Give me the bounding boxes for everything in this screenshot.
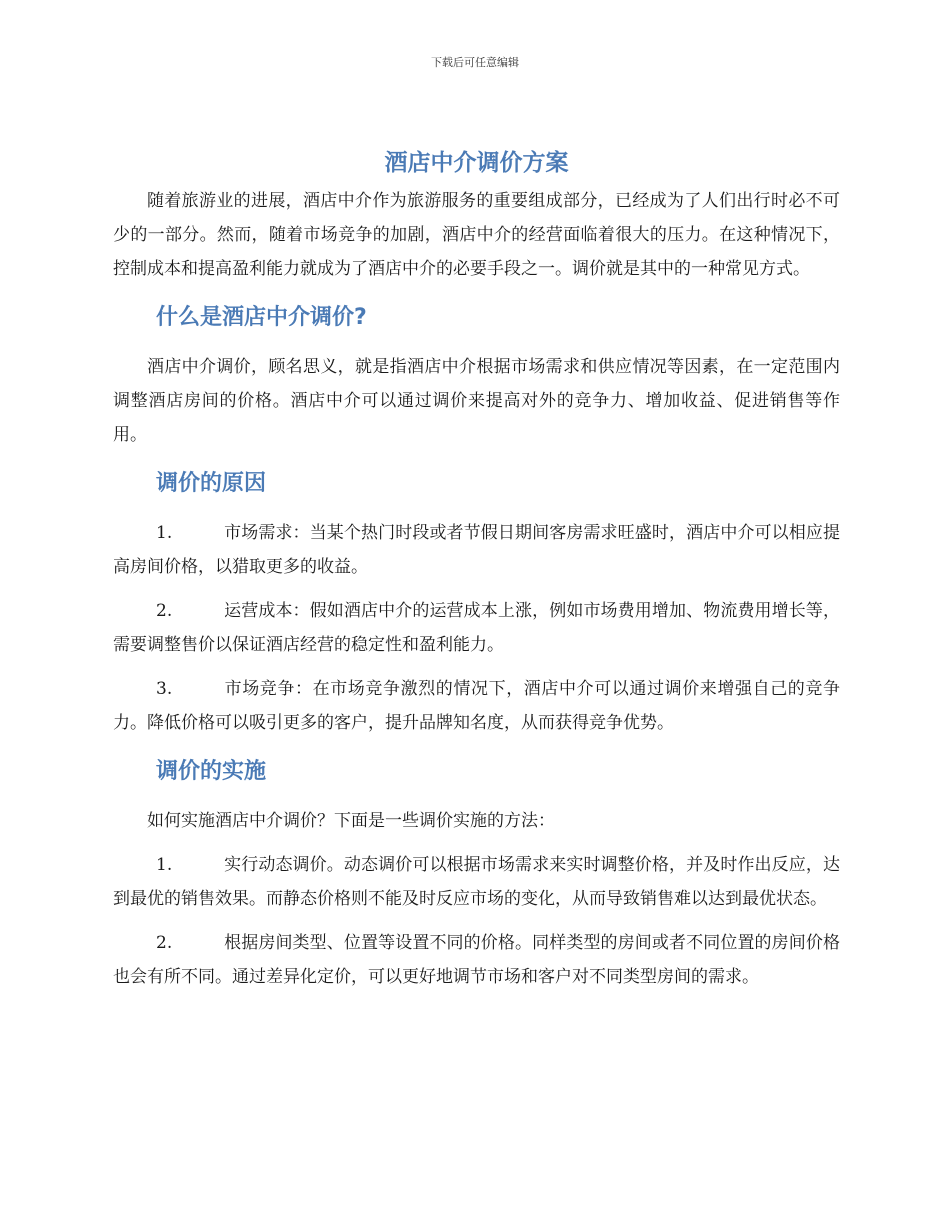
document-body — [113, 146, 840, 1004]
section-heading-what-is: 什么是酒店中介调价? — [156, 305, 367, 330]
list-item-number: 3. — [156, 679, 173, 699]
list-item-number: 1. — [156, 855, 173, 875]
list-item-text: 运营成本：假如酒店中介的运营成本上涨，例如市场费用增加、物流费用增长等，需要调整售价以保证酒店经营的稳定性和盈利能力。 — [113, 601, 840, 655]
list-item-number: 1. — [156, 523, 173, 543]
header-note: 下载后可任意编辑 — [431, 56, 519, 69]
list-item-text: 根据房间类型、位置等设置不同的价格。同样类型的房间或者不同位置的房间价格也会有所不同。通过差异化定价，可以更好地调节市场和客户对不同类型房间的需求。 — [113, 933, 840, 987]
list-item-text: 市场竞争：在市场竞争激烈的情况下，酒店中介可以通过调价来增强自己的竞争力。降低价格可以吸引更多的客户，提升品牌知名度，从而获得竞争优势。 — [113, 679, 840, 733]
intro-paragraph: 随着旅游业的进展，酒店中介作为旅游服务的重要组成部分，已经成为了人们出行时必不可少的一部分。然而，随着市场竞争的加剧，酒店中介的经营面临着很大的压力。在这种情况下，控制成本和提高盈利能力就成为了酒店中介的必要手段之一。调价就是其中的一种常见方式。 — [113, 191, 840, 279]
list-item — [113, 594, 840, 662]
list-item-text: 实行动态调价。动态调价可以根据市场需求来实时调整价格，并及时作出反应，达到最优的销售效果。而静态价格则不能及时反应市场的变化，从而导致销售难以达到最优状态。 — [113, 855, 840, 909]
document-title: 酒店中介调价方案 — [384, 150, 569, 176]
list-item — [113, 672, 840, 740]
list-item — [113, 516, 840, 584]
section-heading-implementation: 调价的实施 — [156, 759, 267, 784]
section-paragraph-what-is: 酒店中介调价，顾名思义，就是指酒店中介根据市场需求和供应情况等因素，在一定范围内调整酒店房间的价格。酒店中介可以通过调价来提高对外的竞争力、增加收益、促进销售等作用。 — [113, 357, 840, 445]
list-item-number: 2. — [156, 933, 173, 953]
list-item — [113, 926, 840, 994]
section-heading-reasons: 调价的原因 — [156, 471, 267, 496]
list-item — [113, 848, 840, 916]
list-item-number: 2. — [156, 601, 173, 621]
section-paragraph-implementation: 如何实施酒店中介调价？下面是一些调价实施的方法： — [147, 811, 555, 831]
list-item-text: 市场需求：当某个热门时段或者节假日期间客房需求旺盛时，酒店中介可以相应提高房间价格，以猎取更多的收益。 — [113, 523, 840, 577]
